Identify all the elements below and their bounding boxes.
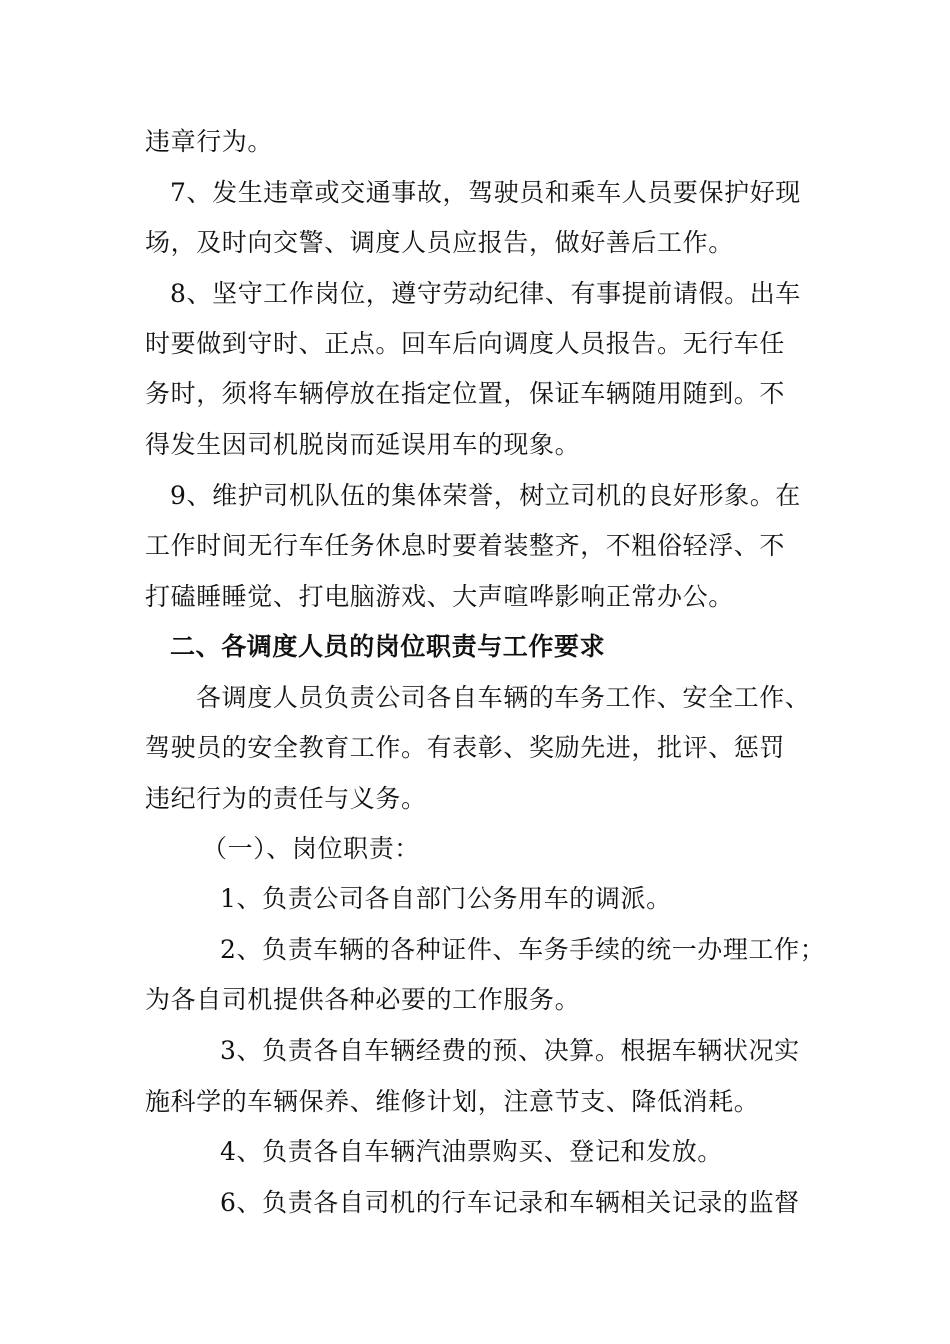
text-line: 2、负责车辆的各种证件、车务手续的统一办理工作； [220, 935, 826, 964]
text-line: 3、负责各自车辆经费的预、决算。根据车辆状况实 [220, 1036, 800, 1065]
section-heading: 二、各调度人员的岗位职责与工作要求 [170, 632, 606, 661]
text-line: 工作时间无行车任务休息时要着装整齐，不粗俗轻浮、不 [145, 531, 786, 560]
text-line: 打磕睡睡觉、打电脑游戏、大声喧哗影响正常办公。 [145, 582, 734, 611]
text-line: 为各自司机提供各种必要的工作服务。 [145, 985, 581, 1014]
text-line: 驾驶员的安全教育工作。有表彰、奖励先进，批评、惩罚 [145, 733, 786, 762]
text-line: 各调度人员负责公司各自车辆的车务工作、安全工作、 [196, 683, 811, 712]
text-line: 6、负责各自司机的行车记录和车辆相关记录的监督 [220, 1188, 800, 1217]
text-line: 时要做到守时、正点。回车后向调度人员报告。无行车任 [145, 329, 786, 358]
text-line: 8、坚守工作岗位，遵守劳动纪律、有事提前请假。出车 [170, 279, 801, 308]
text-line: 4、负责各自车辆汽油票购买、登记和发放。 [220, 1137, 723, 1166]
text-line: 务时，须将车辆停放在指定位置，保证车辆随用随到。不 [145, 379, 786, 408]
text-line: 7、发生违章或交通事故，驾驶员和乘车人员要保护好现 [170, 178, 801, 207]
text-line: 1、负责公司各自部门公务用车的调派。 [220, 884, 672, 913]
text-line: 施科学的车辆保养、维修计划，注意节支、降低消耗。 [145, 1087, 760, 1116]
text-line: 违纪行为的责任与义务。 [145, 784, 427, 813]
text-line: 场，及时向交警、调度人员应报告，做好善后工作。 [145, 228, 734, 257]
text-line: 9、维护司机队伍的集体荣誉，树立司机的良好形象。在 [170, 481, 801, 510]
text-line: 违章行为。 [145, 127, 274, 156]
subsection-heading: （一）、岗位职责： [202, 834, 420, 863]
text-line: 得发生因司机脱岗而延误用车的现象。 [145, 430, 581, 459]
